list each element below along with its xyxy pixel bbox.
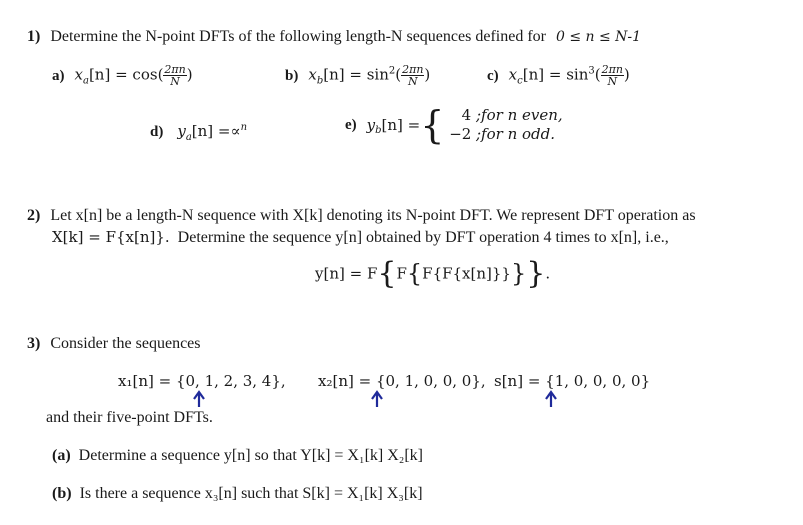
item-b-func: sin (366, 65, 389, 84)
sequence-s: s[n] = {1, 0, 0, 0, 0} (494, 372, 651, 390)
origin-arrow-icon (370, 390, 384, 408)
item-b-sub: b (316, 75, 324, 87)
item-b-fraction: $\frac{2\pi n}{N}$ (402, 63, 424, 88)
origin-arrow-icon (544, 390, 558, 408)
part-a-label: (a) (52, 447, 71, 464)
item-a-func: cos (132, 65, 158, 84)
problem3-number: 3) (27, 335, 41, 352)
problem1-statement (27, 28, 641, 46)
problem2-line1 (27, 207, 696, 225)
item-e-cases (449, 106, 562, 144)
item-a: a) $x_a[n] = \cos$( $\frac{2\pi n}{N}$ ) (52, 63, 193, 88)
problem2-line2 (52, 228, 669, 247)
item-e-case2-value: −2 (449, 125, 472, 143)
item-a-label: a) (52, 67, 65, 84)
item-d-rhs: [n] =∝ (191, 122, 241, 140)
item-e-case1-value: 4 (461, 106, 472, 124)
item-a-lhs: x (74, 65, 83, 84)
item-b-lhs: x (308, 65, 317, 84)
item-c-func: sin (566, 65, 589, 84)
item-a-fraction: $\frac{2\pi n}{N}$ (164, 63, 186, 88)
item-c-sub: c (517, 75, 523, 87)
part-b-label: (b) (52, 485, 72, 502)
problem2-text1: Let x[n] be a length-N sequence with X[k] denoting its N-point DFT. We represent DFT operation as (50, 207, 696, 224)
problem3-after: and their five-point DFTs. (46, 409, 213, 426)
problem2-text2: Determine the sequence y[n] obtained by DFT operation 4 times to x[n], i.e., (177, 229, 669, 246)
problem3-intro (27, 335, 201, 353)
item-e-label: e) (345, 116, 357, 133)
equation-lhs: y[n] = F (315, 264, 378, 283)
sequence-x1: x₁[n] = {0, 1, 2, 3, 4}, (118, 372, 286, 390)
part-a-text: Determine a sequence y[n] so that Y[k] = X₁[k] X₂[k] (78, 447, 424, 464)
item-b-label: b) (285, 67, 299, 84)
problem1-number: 1) (27, 28, 41, 45)
item-e-case2-cond: ;for n odd. (476, 125, 556, 143)
item-d-sub: a (185, 132, 192, 143)
item-e-case1-cond: ;for n even, (476, 106, 563, 124)
part-b-text: Is there a sequence x₃[n] such that S[k] = X₁[k] X₃[k] (79, 485, 423, 502)
equation-mid: F (396, 264, 407, 283)
item-c-label: c) (487, 67, 499, 84)
part-b (52, 485, 423, 503)
problem3-text: Consider the sequences (50, 335, 201, 352)
problem2-equation: y[n] = F{F{F{F{x[n]}}}}. (315, 256, 551, 291)
item-c-lhs: x (508, 65, 518, 84)
problem1-text: Determine the N-point DFTs of the following length-N sequences defined for (50, 28, 546, 45)
item-d (150, 122, 247, 143)
equation-inner: F{F{x[n]}} (422, 264, 511, 283)
item-a-sub: a (82, 75, 89, 87)
sequence-x2: x₂[n] = {0, 1, 0, 0, 0}, (318, 372, 486, 390)
item-c-arg: [n] = (522, 65, 567, 84)
item-e-rhs: [n] = (381, 116, 421, 134)
item-e (345, 103, 563, 147)
item-c-power: 3 (588, 65, 595, 77)
problem2-number: 2) (27, 207, 41, 224)
item-e-brace: { (420, 103, 445, 147)
item-e-sub: b (375, 125, 382, 136)
problem1-range: 0 ≤ n ≤ N-1 (555, 29, 642, 45)
item-c-fraction: $\frac{2\pi n}{N}$ (601, 63, 623, 88)
item-b-power: 2 (388, 65, 396, 77)
item-b: b) $x_b[n] = \sin^2$( $\frac{2\pi n}{N}$ ) (285, 63, 431, 88)
item-a-arg: [n] = (88, 65, 133, 84)
item-d-exponent: n (240, 122, 248, 133)
item-d-lhs: y (177, 122, 186, 140)
item-b-arg: [n] = (323, 65, 367, 84)
item-d-label: d) (150, 124, 164, 140)
problem2-definition: X[k] = F{x[n]}. (52, 228, 170, 246)
part-a (52, 447, 423, 465)
item-e-lhs: y (366, 116, 376, 134)
origin-arrow-icon (192, 390, 206, 408)
item-c: c) $x_c[n] = \sin^3$( $\frac{2\pi n}{N}$ ) (487, 63, 630, 88)
